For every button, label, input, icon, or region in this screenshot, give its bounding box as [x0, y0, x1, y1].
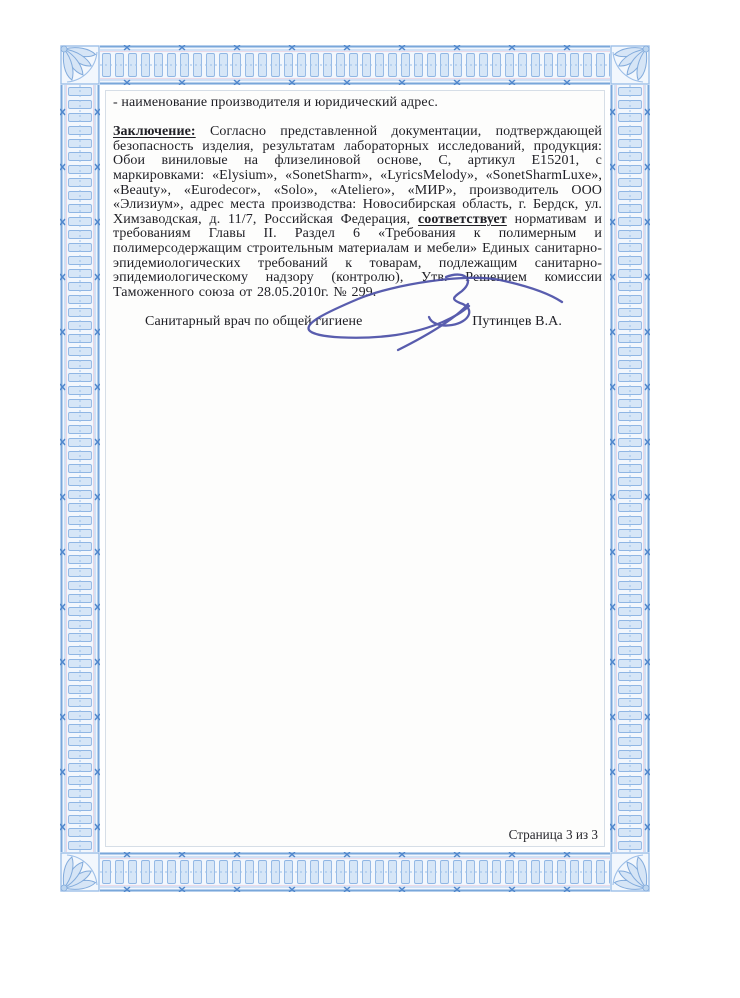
- border-corner-fan-ornament-top-left: [60, 45, 100, 85]
- signatory-name: Путинцев В.А.: [472, 313, 562, 329]
- border-corner-fan-ornament-bottom-left: [60, 852, 100, 892]
- conclusion-text-part2: нормативам и требованиям Главы II. Раздел 6 «Требования к полимерным и полимерсодержащим строительным материалам и мебели» Единых санитарно-эпидемиологических требований к товарам, подлежащим санитарно-эпидемиологическому надзору (контролю), Утв. Решением комиссии Таможенного союза от 28.05.2010г. № 299.: [113, 211, 602, 300]
- conclusion-text-part1: Согласно представленной документации, подтверждающей безопасность изделия, результатам лабораторных исследований, продукция: Обои виниловые на флизелиновой основе, С, артикул Е15201, с маркировками: «Elysium», «SonetSharm», «LyricsMelody», «SonetSharmLuxe», «Beauty», «Eurodecor», «Solo», «Ateliero», «МИР», производитель ООО «Элизиум», адрес места производства: Новосибирская область, г. Бердск, ул. Химзаводская, д. 11/7, Российская Федерация,: [113, 124, 602, 227]
- border-corner-fan-ornament-top-right: [610, 45, 650, 85]
- signature-row: [113, 315, 602, 330]
- conclusion-paragraph: [113, 125, 602, 300]
- document-content-area: [105, 90, 605, 847]
- border-corner-fan-ornament-bottom-right: [610, 852, 650, 892]
- document-text-block: [106, 91, 604, 330]
- border-edge-top: [100, 45, 610, 85]
- page-number: Страница 3 из 3: [508, 827, 598, 842]
- manufacturer-note-line: - наименование производителя и юридический адрес.: [113, 95, 438, 110]
- decorative-border-frame: [60, 45, 650, 892]
- border-edge-left: [60, 85, 100, 852]
- border-edge-bottom: [100, 852, 610, 892]
- signatory-role: Санитарный врач по общей гигиене: [145, 313, 363, 329]
- conformity-emphasis: соответствует: [417, 211, 507, 227]
- border-edge-right: [610, 85, 650, 852]
- conclusion-label: Заключение:: [113, 124, 196, 140]
